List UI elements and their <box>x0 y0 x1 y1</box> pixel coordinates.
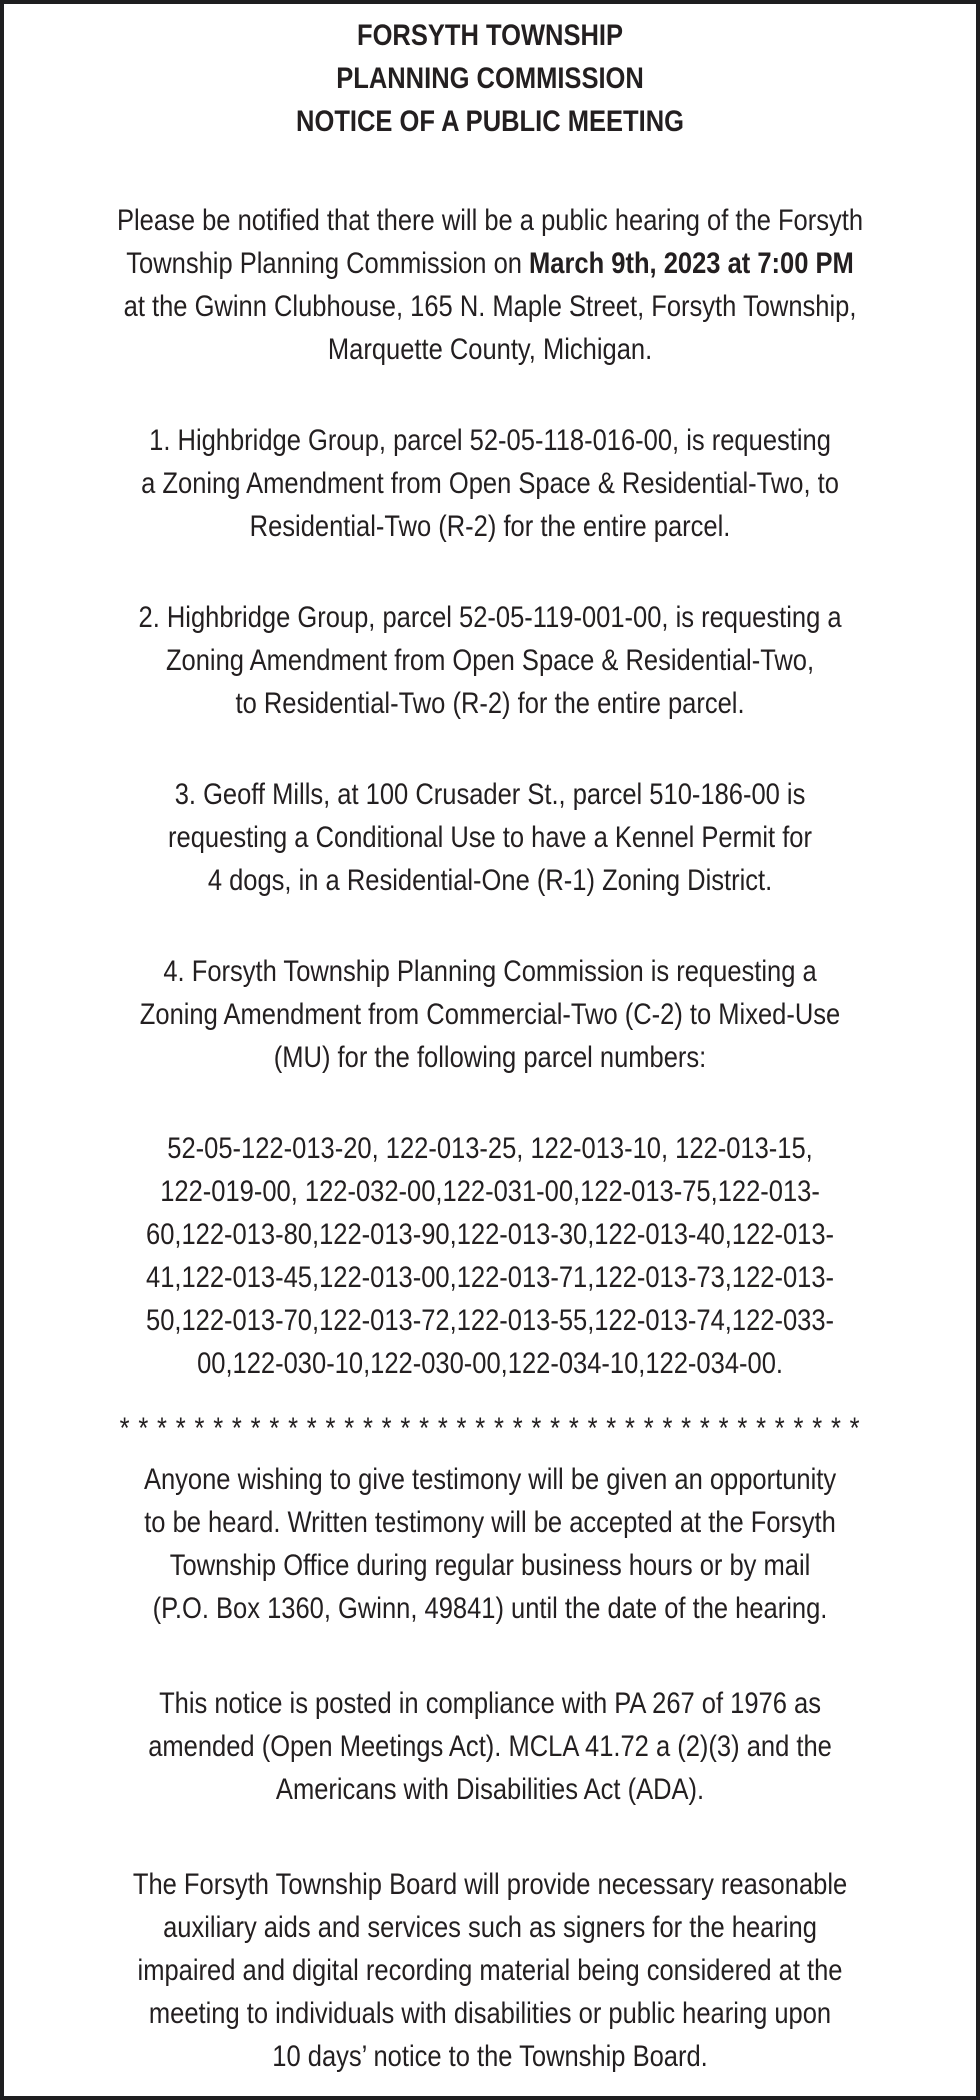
agenda-item-4 <box>18 950 962 1079</box>
agenda-item-3 <box>18 773 962 902</box>
compliance-line-1: This notice is posted in compliance with PA 267 of 1976 as <box>159 1687 821 1720</box>
parcel-list-line-4: 41,122-013-45,122-013-00,122-013-71,122-013-73,122-013- <box>146 1261 835 1294</box>
intro-line-4: Marquette County, Michigan. <box>327 333 653 366</box>
accessibility-paragraph <box>18 1863 962 2078</box>
agenda-item-1-line-1: 1. Highbridge Group, parcel 52-05-118-016-00, is requesting <box>149 424 831 457</box>
intro-line-1: Please be notified that there will be a public hearing of the Forsyth <box>116 204 864 237</box>
agenda-item-3-line-1: 3. Geoff Mills, at 100 Crusader St., parcel 510-186-00 is <box>174 778 806 811</box>
agenda-item-1-line-3: Residential-Two (R-2) for the entire parcel. <box>249 510 731 543</box>
parcel-number-list <box>18 1127 962 1385</box>
intro-line-2 <box>18 242 962 285</box>
agenda-item-2-line-1: 2. Highbridge Group, parcel 52-05-119-001-00, is requesting a <box>138 601 842 634</box>
notice-content <box>18 4 962 2078</box>
notice-title-line-2: PLANNING COMMISSION <box>336 62 644 95</box>
accessibility-line-4: meeting to individuals with disabilities or public hearing upon <box>148 1997 832 2030</box>
parcel-list-line-1: 52-05-122-013-20, 122-013-25, 122-013-10, 122-013-15, <box>167 1132 813 1165</box>
compliance-line-2: amended (Open Meetings Act). MCLA 41.72 a (2)(3) and the <box>148 1730 832 1763</box>
compliance-line-3: Americans with Disabilities Act (ADA). <box>275 1773 705 1806</box>
parcel-list-line-5: 50,122-013-70,122-013-72,122-013-55,122-013-74,122-033- <box>146 1304 835 1337</box>
compliance-paragraph <box>18 1682 962 1811</box>
testimony-paragraph <box>18 1458 962 1630</box>
notice-title-line-3: NOTICE OF A PUBLIC MEETING <box>296 105 684 138</box>
agenda-item-3-line-3: 4 dogs, in a Residential-One (R-1) Zoning District. <box>207 864 773 897</box>
agenda-item-4-line-3: (MU) for the following parcel numbers: <box>273 1041 707 1074</box>
asterisk-divider-line: * * * * * * * * * * * * * * * * * * * * * * * * * * * * * * * * * * * * * * * * <box>119 1412 861 1445</box>
parcel-list-line-6: 00,122-030-10,122-030-00,122-034-10,122-034-00. <box>197 1347 783 1380</box>
asterisk-divider <box>18 1407 962 1450</box>
notice-title-line-1: FORSYTH TOWNSHIP <box>357 19 624 52</box>
agenda-item-3-line-2: requesting a Conditional Use to have a Kennel Permit for <box>168 821 812 854</box>
intro-paragraph <box>18 199 962 371</box>
agenda-item-4-line-1: 4. Forsyth Township Planning Commission is requesting a <box>163 955 817 988</box>
testimony-line-4: (P.O. Box 1360, Gwinn, 49841) until the date of the hearing. <box>152 1592 828 1625</box>
intro-line-2-text: Township Planning Commission on <box>126 247 530 280</box>
accessibility-line-3: impaired and digital recording material being considered at the <box>137 1954 843 1987</box>
meeting-datetime: March 9th, 2023 at 7:00 PM <box>529 247 854 280</box>
testimony-line-3: Township Office during regular business hours or by mail <box>169 1549 811 1582</box>
agenda-item-1 <box>18 419 962 548</box>
testimony-line-1: Anyone wishing to give testimony will be given an opportunity <box>143 1463 837 1496</box>
notice-title <box>18 14 962 143</box>
accessibility-line-1: The Forsyth Township Board will provide necessary reasonable <box>132 1868 848 1901</box>
agenda-item-2 <box>18 596 962 725</box>
accessibility-line-2: auxiliary aids and services such as signers for the hearing <box>163 1911 817 1944</box>
agenda-item-2-line-3: to Residential-Two (R-2) for the entire parcel. <box>235 687 745 720</box>
accessibility-line-5: 10 days’ notice to the Township Board. <box>272 2040 708 2073</box>
parcel-list-line-3: 60,122-013-80,122-013-90,122-013-30,122-013-40,122-013- <box>146 1218 835 1251</box>
parcel-list-line-2: 122-019-00, 122-032-00,122-031-00,122-013-75,122-013- <box>160 1175 820 1208</box>
agenda-item-2-line-2: Zoning Amendment from Open Space & Residential-Two, <box>165 644 815 677</box>
agenda-item-1-line-2: a Zoning Amendment from Open Space & Residential-Two, to <box>141 467 839 500</box>
testimony-line-2: to be heard. Written testimony will be accepted at the Forsyth <box>144 1506 836 1539</box>
intro-line-3: at the Gwinn Clubhouse, 165 N. Maple Street, Forsyth Township, <box>123 290 857 323</box>
agenda-item-4-line-2: Zoning Amendment from Commercial-Two (C-2) to Mixed-Use <box>139 998 841 1031</box>
